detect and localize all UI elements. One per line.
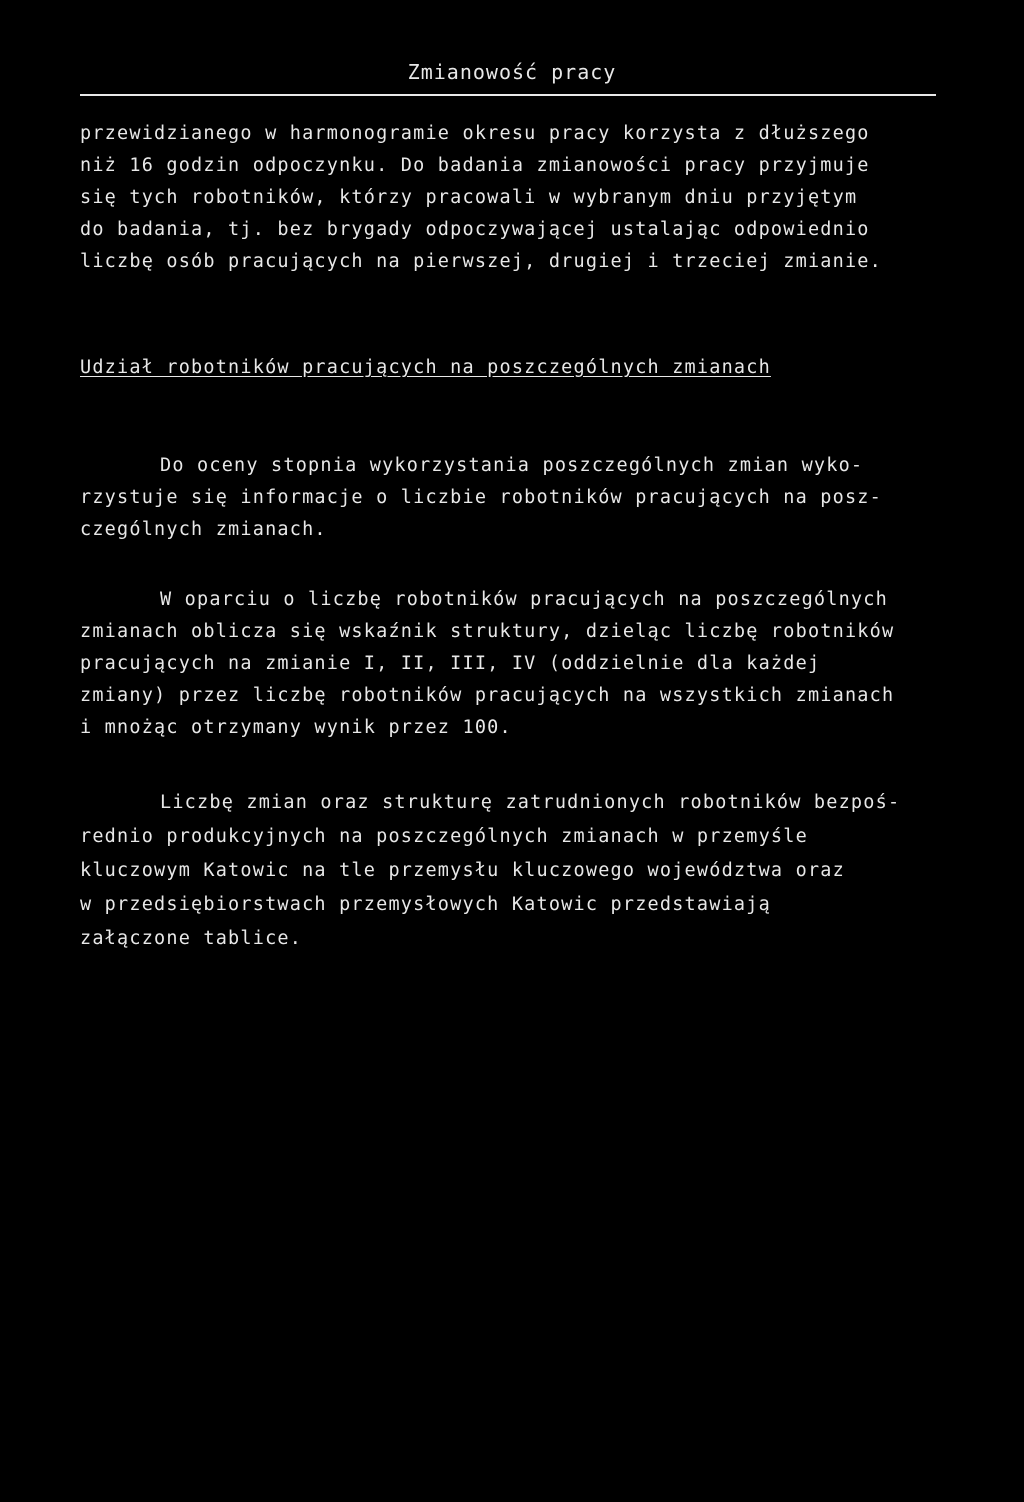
paragraph-3-line-4: zmiany) przez liczbę robotników pracujących na wszystkich zmianach: [80, 685, 895, 706]
paragraph-2-line-1: Do oceny stopnia wykorzystania poszczególnych zmian wyko-: [160, 455, 864, 476]
paragraph-2-line-2: rzystuje się informacje o liczbie robotników pracujących na posz-: [80, 487, 882, 508]
paragraph-2: [80, 450, 960, 546]
paragraph-4-line-1: Liczbę zmian oraz strukturę zatrudnionych robotników bezpoś-: [160, 792, 901, 813]
paragraph-1-line-3: się tych robotników, którzy pracowali w wybranym dniu przyjętym: [80, 187, 858, 208]
section-heading: Udział robotników pracujących na poszczególnych zmianach: [80, 357, 771, 378]
paragraph-1-line-4: do badania, tj. bez brygady odpoczywającej ustalając odpowiednio: [80, 219, 870, 240]
paragraph-4-line-5: załączone tablice.: [80, 928, 303, 949]
paragraph-1-line-1: przewidzianego w harmonogramie okresu pracy korzysta z dłuższego: [80, 123, 870, 144]
paragraph-3-line-5: i mnożąc otrzymany wynik przez 100.: [80, 717, 512, 738]
paragraph-3-line-2: zmianach oblicza się wskaźnik struktury, dzieląc liczbę robotników: [80, 621, 895, 642]
paragraph-3-line-3: pracujących na zmianie I, II, III, IV (oddzielnie dla każdej: [80, 653, 821, 674]
page-title: Zmianowość pracy: [407, 60, 617, 84]
paragraph-4: [80, 786, 960, 956]
paragraph-1-line-5: liczbę osób pracujących na pierwszej, drugiej i trzeciej zmianie.: [80, 251, 882, 272]
paragraph-4-line-3: kluczowym Katowic na tle przemysłu kluczowego województwa oraz: [80, 860, 845, 881]
paragraph-3-line-1: W oparciu o liczbę robotników pracujących na poszczególnych: [160, 589, 888, 610]
paragraph-4-line-2: rednio produkcyjnych na poszczególnych zmianach w przemyśle: [80, 826, 808, 847]
paragraph-3: [80, 584, 960, 744]
paragraph-1: [80, 118, 960, 278]
paragraph-2-line-3: czególnych zmianach.: [80, 519, 327, 540]
paragraph-4-line-4: w przedsiębiorstwach przemysłowych Katowic przedstawiają: [80, 894, 771, 915]
paragraph-1-line-2: niż 16 godzin odpoczynku. Do badania zmianowości pracy przyjmuje: [80, 155, 870, 176]
header-divider: [80, 94, 936, 96]
